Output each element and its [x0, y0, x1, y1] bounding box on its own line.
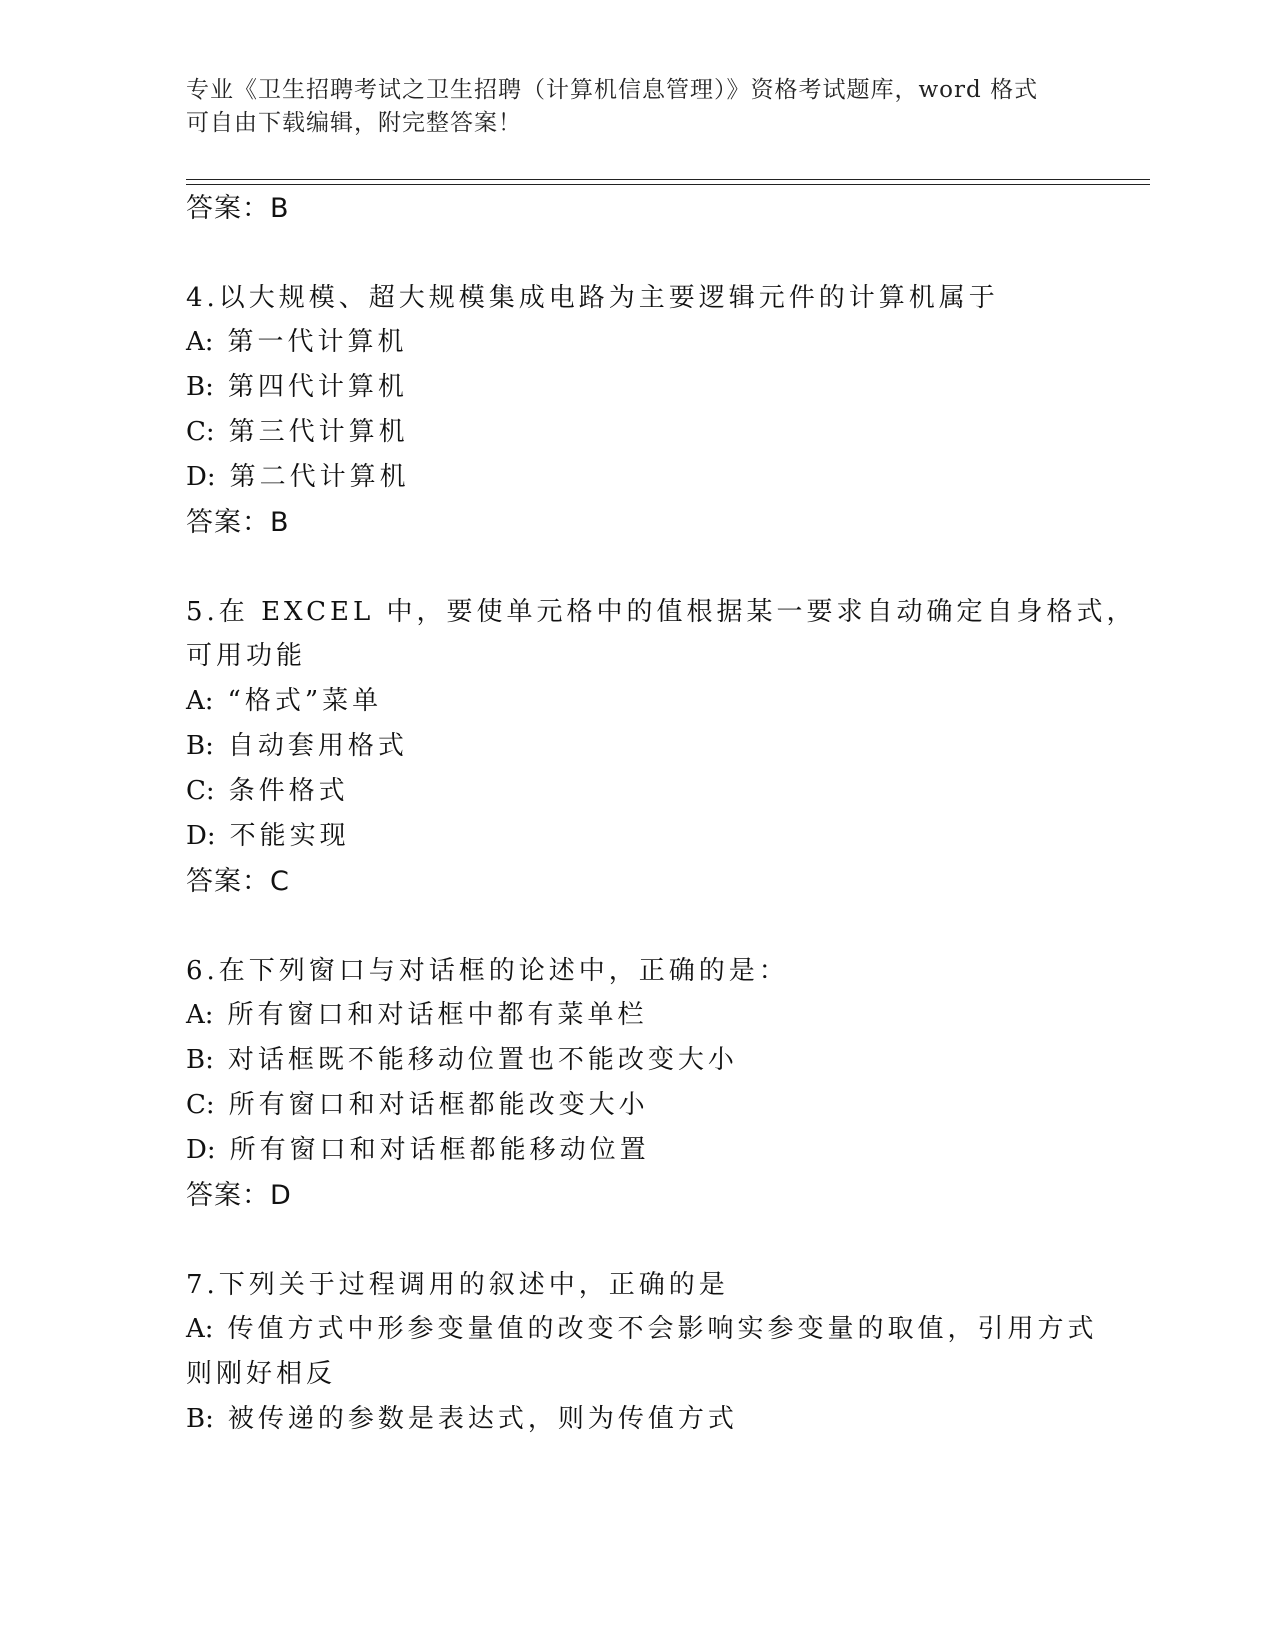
- option-letter: A:: [186, 1000, 214, 1030]
- option-text: 被传递的参数是表达式，则为传值方式: [227, 1404, 738, 1434]
- question-text: 5.在 EXCEL 中，要使单元格中的值根据某一要求自动确定自身格式，: [186, 597, 1137, 627]
- option-b: [186, 1038, 1106, 1083]
- option-letter: A:: [186, 327, 214, 357]
- option-text: 传值方式中形参变量值的改变不会影响实参变量的取值，引用方式: [227, 1314, 1098, 1344]
- option-letter: B:: [186, 372, 214, 402]
- answer-line: 答案：B: [186, 507, 290, 538]
- question-list: [186, 186, 1137, 1442]
- question-text: 7.下列关于过程调用的叙述中，正确的是: [186, 1270, 729, 1300]
- option-text: 条件格式: [228, 776, 349, 806]
- answer-line: 答案：C: [186, 866, 290, 897]
- header-rule-bottom: [186, 184, 1150, 185]
- option-text: 自动套用格式: [227, 731, 408, 761]
- option-c: [186, 410, 1106, 455]
- option-letter: D:: [186, 462, 216, 492]
- option-b: [186, 365, 1106, 410]
- option-letter: C:: [186, 1090, 215, 1120]
- option-letter: A:: [186, 1314, 214, 1344]
- option-d: [186, 1128, 1106, 1173]
- header-line-2: 可自由下载编辑，附完整答案！: [186, 110, 522, 136]
- option-c: [186, 769, 1106, 814]
- question-text-continued: 可用功能: [186, 641, 307, 671]
- option-letter: B:: [186, 731, 214, 761]
- option-text: 所有窗口和对话框都能改变大小: [228, 1090, 649, 1120]
- option-d: [186, 455, 1106, 500]
- option-letter: D:: [186, 821, 216, 851]
- question-block-5: [186, 590, 1137, 905]
- option-a: [186, 1307, 1106, 1352]
- option-letter: A:: [186, 686, 214, 716]
- option-letter: B:: [186, 1045, 214, 1075]
- option-a: [186, 993, 1106, 1038]
- question-block-6: [186, 949, 1106, 1219]
- header-line-1: 专业《卫生招聘考试之卫生招聘（计算机信息管理）》资格考试题库，word 格式: [186, 77, 1039, 103]
- option-a: [186, 320, 1106, 365]
- question-text: 4.以大规模、超大规模集成电路为主要逻辑元件的计算机属于: [186, 283, 999, 313]
- option-a-continued: 则刚好相反: [186, 1359, 337, 1389]
- option-text: 所有窗口和对话框都能移动位置: [229, 1135, 650, 1165]
- option-text: 对话框既不能移动位置也不能改变大小: [227, 1045, 738, 1075]
- option-letter: C:: [186, 776, 215, 806]
- option-text: 不能实现: [229, 821, 350, 851]
- option-b: [186, 1397, 1106, 1442]
- option-a: [186, 679, 1106, 724]
- header-rule-top: [186, 179, 1150, 180]
- option-text: 所有窗口和对话框中都有菜单栏: [227, 1000, 648, 1030]
- answer-line: 答案：B: [186, 193, 290, 224]
- option-text: 第二代计算机: [229, 462, 410, 492]
- option-letter: C:: [186, 417, 215, 447]
- option-b: [186, 724, 1106, 769]
- question-block-7: [186, 1263, 1106, 1442]
- page-header: [186, 74, 1086, 140]
- option-text: 第四代计算机: [227, 372, 408, 402]
- option-letter: B:: [186, 1404, 214, 1434]
- answer-line: 答案：D: [186, 1180, 292, 1211]
- option-text: “格式”菜单: [227, 686, 383, 716]
- option-text: 第一代计算机: [227, 327, 408, 357]
- question-block-4: [186, 276, 1106, 546]
- question-text: 6.在下列窗口与对话框的论述中，正确的是：: [186, 956, 789, 986]
- option-d: [186, 814, 1106, 859]
- option-text: 第三代计算机: [228, 417, 409, 447]
- option-c: [186, 1083, 1106, 1128]
- option-letter: D:: [186, 1135, 216, 1165]
